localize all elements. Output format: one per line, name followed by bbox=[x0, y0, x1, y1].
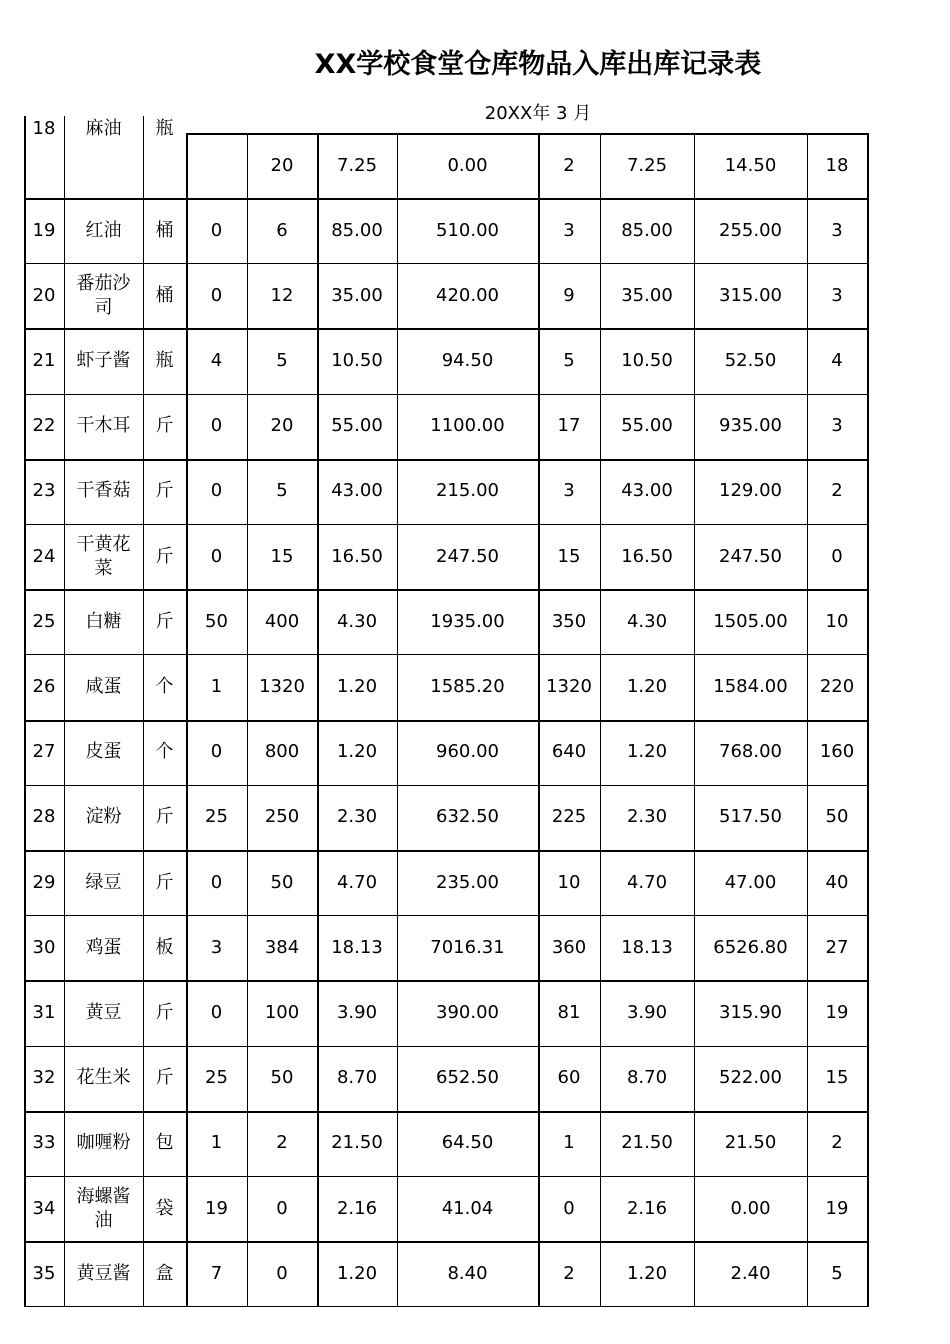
cell-out-amount: 21.50 bbox=[724, 1132, 777, 1154]
cell-unit: 个 bbox=[155, 741, 174, 763]
cell-in-qty: 15 bbox=[270, 545, 294, 567]
cell-balance-qty: 160 bbox=[819, 741, 855, 763]
cell-name: 咖喱粉 bbox=[76, 1132, 131, 1154]
cell-in-qty: 5 bbox=[276, 480, 288, 502]
cell-balance-qty: 220 bbox=[819, 675, 855, 697]
cell-in-amount: 510.00 bbox=[436, 219, 499, 241]
cell-in-amount: 1100.00 bbox=[430, 415, 505, 437]
grid-horizontal-line bbox=[24, 850, 869, 852]
cell-out-price: 8.70 bbox=[626, 1067, 668, 1089]
cell-name: 淀粉 bbox=[85, 806, 122, 828]
cell-out-qty: 2 bbox=[563, 155, 575, 176]
cell-in-price: 7.25 bbox=[336, 155, 378, 176]
grid-horizontal-line bbox=[24, 459, 869, 461]
cell-out-price: 4.70 bbox=[626, 871, 668, 893]
cell-balance-qty: 18 bbox=[825, 155, 849, 176]
cell-in-qty: 1320 bbox=[259, 675, 305, 697]
grid-horizontal-line bbox=[24, 654, 869, 655]
cell-out-amount: 522.00 bbox=[719, 1067, 782, 1089]
cell-in-price: 1.20 bbox=[336, 1262, 378, 1284]
cell-no: 19 bbox=[32, 219, 56, 241]
cell-balance-qty: 10 bbox=[825, 610, 849, 632]
cell-name: 红油 bbox=[85, 219, 122, 241]
cell-out-price: 1.20 bbox=[626, 1262, 668, 1284]
cell-in-amount: 0.00 bbox=[447, 155, 488, 176]
cell-in-price: 1.20 bbox=[336, 675, 378, 697]
cell-balance-qty: 2 bbox=[831, 1132, 843, 1154]
cell-in-price: 55.00 bbox=[331, 415, 383, 437]
cell-balance-qty: 3 bbox=[831, 219, 843, 241]
cell-out-qty: 640 bbox=[551, 741, 587, 763]
cell-in-amount: 41.04 bbox=[441, 1197, 494, 1219]
cell-out-amount: 1505.00 bbox=[713, 610, 788, 632]
cell-unit: 斤 bbox=[155, 415, 174, 437]
cell-no: 34 bbox=[32, 1197, 56, 1219]
cell-name: 虾子酱 bbox=[76, 349, 131, 371]
cell-opening-qty: 1 bbox=[210, 675, 223, 697]
cell-name: 黄豆酱 bbox=[76, 1262, 131, 1284]
cell-out-amount: 129.00 bbox=[719, 480, 782, 502]
cell-balance-qty: 19 bbox=[825, 1001, 849, 1023]
cell-in-qty: 2 bbox=[276, 1132, 288, 1154]
cell-name: 鸡蛋 bbox=[85, 936, 122, 958]
cell-balance-qty: 50 bbox=[825, 806, 849, 828]
cell-unit: 斤 bbox=[155, 871, 174, 893]
cell-unit: 斤 bbox=[155, 480, 174, 502]
cell-unit: 斤 bbox=[155, 610, 174, 632]
cell-name: 番茄沙 司 bbox=[76, 272, 131, 318]
cell-out-price: 10.50 bbox=[621, 349, 673, 371]
cell-in-price: 16.50 bbox=[331, 545, 383, 567]
cell-name: 皮蛋 bbox=[85, 741, 122, 763]
grid-horizontal-line bbox=[186, 133, 869, 135]
cell-in-qty: 12 bbox=[270, 284, 294, 306]
cell-out-qty: 3 bbox=[563, 219, 575, 241]
cell-in-qty: 6 bbox=[276, 219, 288, 241]
cell-out-amount: 247.50 bbox=[719, 545, 782, 567]
cell-name: 海螺酱 油 bbox=[76, 1185, 131, 1231]
grid-horizontal-line bbox=[24, 524, 869, 525]
grid-vertical-line bbox=[24, 116, 26, 1306]
cell-in-price: 43.00 bbox=[331, 480, 383, 502]
cell-in-amount: 632.50 bbox=[436, 806, 499, 828]
grid-horizontal-line bbox=[24, 589, 869, 591]
cell-out-qty: 60 bbox=[557, 1067, 581, 1089]
cell-out-price: 1.20 bbox=[626, 741, 668, 763]
cell-no: 22 bbox=[32, 415, 56, 437]
cell-unit: 盒 bbox=[155, 1262, 174, 1284]
grid-horizontal-line bbox=[24, 1046, 869, 1047]
cell-no: 20 bbox=[32, 284, 56, 306]
cell-unit: 瓶 bbox=[155, 349, 174, 371]
cell-out-price: 18.13 bbox=[621, 936, 673, 958]
cell-unit: 包 bbox=[155, 1132, 174, 1154]
grid-horizontal-line bbox=[24, 394, 869, 395]
grid-horizontal-line bbox=[24, 1176, 869, 1177]
grid-horizontal-line bbox=[24, 720, 869, 722]
cell-out-price: 55.00 bbox=[621, 415, 673, 437]
cell-unit: 袋 bbox=[155, 1197, 174, 1219]
grid-horizontal-line bbox=[24, 198, 869, 200]
cell-balance-qty: 3 bbox=[831, 284, 843, 306]
cell-out-amount: 6526.80 bbox=[713, 936, 788, 958]
cell-in-amount: 7016.31 bbox=[430, 936, 505, 958]
cell-name: 黄豆 bbox=[85, 1001, 122, 1023]
cell-in-qty: 50 bbox=[270, 1067, 294, 1089]
cell-opening-qty: 3 bbox=[210, 936, 223, 958]
cell-opening-qty: 50 bbox=[205, 610, 228, 632]
cell-in-price: 2.16 bbox=[336, 1197, 378, 1219]
cell-in-qty: 400 bbox=[264, 610, 300, 632]
cell-in-amount: 652.50 bbox=[436, 1067, 499, 1089]
cell-balance-qty: 15 bbox=[825, 1067, 849, 1089]
grid-horizontal-line bbox=[24, 1306, 869, 1307]
cell-name: 干黄花 菜 bbox=[76, 533, 131, 579]
cell-in-price: 85.00 bbox=[331, 219, 383, 241]
cell-in-amount: 1935.00 bbox=[430, 610, 505, 632]
cell-in-qty: 20 bbox=[270, 155, 294, 176]
grid-vertical-line bbox=[64, 116, 65, 1306]
cell-balance-qty: 3 bbox=[831, 415, 843, 437]
cell-in-price: 1.20 bbox=[336, 741, 378, 763]
cell-opening-qty: 0 bbox=[210, 415, 223, 437]
grid-horizontal-line bbox=[24, 1241, 869, 1243]
cell-out-amount: 315.00 bbox=[719, 284, 782, 306]
cell-out-qty: 3 bbox=[563, 480, 575, 502]
cell-unit: 斤 bbox=[155, 545, 174, 567]
cell-balance-qty: 4 bbox=[831, 349, 843, 371]
cell-out-qty: 225 bbox=[551, 806, 587, 828]
cell-balance-qty: 0 bbox=[831, 545, 843, 567]
cell-out-price: 85.00 bbox=[621, 219, 673, 241]
cell-name: 绿豆 bbox=[85, 871, 122, 893]
cell-in-qty: 50 bbox=[270, 871, 294, 893]
cell-unit: 斤 bbox=[155, 806, 174, 828]
cell-in-amount: 8.40 bbox=[447, 1262, 488, 1284]
cell-out-price: 3.90 bbox=[626, 1001, 668, 1023]
cell-in-price: 18.13 bbox=[331, 936, 383, 958]
cell-no: 31 bbox=[32, 1001, 56, 1023]
cell-name: 白糖 bbox=[85, 610, 122, 632]
cell-out-qty: 1 bbox=[563, 1132, 575, 1154]
cell-opening-qty: 0 bbox=[210, 1001, 223, 1023]
cell-out-amount: 1584.00 bbox=[713, 675, 788, 697]
cell-opening-qty: 0 bbox=[210, 284, 223, 306]
cell-in-price: 35.00 bbox=[331, 284, 383, 306]
cell-no: 23 bbox=[32, 480, 56, 502]
cell-out-price: 21.50 bbox=[621, 1132, 673, 1154]
cell-in-price: 8.70 bbox=[336, 1067, 378, 1089]
cell-balance-qty: 19 bbox=[825, 1197, 849, 1219]
cell-out-amount: 935.00 bbox=[719, 415, 782, 437]
cell-opening-qty: 25 bbox=[205, 806, 228, 828]
cell-no: 32 bbox=[32, 1067, 56, 1089]
cell-opening-qty: 0 bbox=[210, 741, 223, 763]
cell-in-qty: 800 bbox=[264, 741, 300, 763]
grid-vertical-line bbox=[143, 116, 144, 1306]
cell-out-price: 43.00 bbox=[621, 480, 673, 502]
cell-in-price: 21.50 bbox=[331, 1132, 383, 1154]
cell-name: 咸蛋 bbox=[85, 675, 122, 697]
cell-no: 26 bbox=[32, 675, 56, 697]
cell-name: 干香菇 bbox=[76, 480, 131, 502]
cell-no: 18 bbox=[32, 118, 56, 139]
cell-out-qty: 17 bbox=[557, 415, 581, 437]
cell-unit: 瓶 bbox=[155, 118, 174, 139]
cell-in-price: 3.90 bbox=[336, 1001, 378, 1023]
cell-name: 麻油 bbox=[85, 118, 122, 139]
cell-no: 35 bbox=[32, 1262, 56, 1284]
cell-out-price: 35.00 bbox=[621, 284, 673, 306]
cell-in-qty: 100 bbox=[264, 1001, 300, 1023]
grid-horizontal-line bbox=[24, 915, 869, 916]
cell-unit: 斤 bbox=[155, 1001, 174, 1023]
cell-in-qty: 0 bbox=[276, 1197, 288, 1219]
cell-name: 干木耳 bbox=[76, 415, 131, 437]
page-subtitle-month: 20XX年 3 月 bbox=[484, 103, 592, 124]
cell-out-qty: 1320 bbox=[546, 675, 592, 697]
cell-no: 21 bbox=[32, 349, 56, 371]
cell-balance-qty: 2 bbox=[831, 480, 843, 502]
cell-out-qty: 360 bbox=[551, 936, 587, 958]
cell-balance-qty: 27 bbox=[825, 936, 849, 958]
cell-no: 27 bbox=[32, 741, 56, 763]
cell-out-price: 1.20 bbox=[626, 675, 668, 697]
cell-in-amount: 64.50 bbox=[441, 1132, 494, 1154]
cell-in-qty: 0 bbox=[276, 1262, 288, 1284]
cell-in-qty: 5 bbox=[276, 349, 288, 371]
cell-in-price: 10.50 bbox=[331, 349, 383, 371]
cell-unit: 桶 bbox=[155, 219, 174, 241]
cell-unit: 桶 bbox=[155, 284, 174, 306]
cell-opening-qty: 7 bbox=[210, 1262, 223, 1284]
cell-opening-qty: 0 bbox=[210, 480, 223, 502]
cell-out-amount: 52.50 bbox=[724, 349, 777, 371]
cell-in-price: 4.30 bbox=[336, 610, 378, 632]
cell-name: 花生米 bbox=[76, 1067, 131, 1089]
cell-opening-qty: 25 bbox=[205, 1067, 228, 1089]
cell-opening-qty: 0 bbox=[210, 871, 223, 893]
cell-in-amount: 94.50 bbox=[441, 349, 494, 371]
cell-out-qty: 5 bbox=[563, 349, 575, 371]
cell-no: 25 bbox=[32, 610, 56, 632]
cell-out-qty: 15 bbox=[557, 545, 581, 567]
grid-horizontal-line bbox=[24, 785, 869, 786]
cell-out-qty: 81 bbox=[557, 1001, 581, 1023]
cell-no: 29 bbox=[32, 871, 56, 893]
cell-out-price: 2.30 bbox=[626, 806, 668, 828]
cell-opening-qty: 0 bbox=[210, 545, 223, 567]
cell-out-amount: 0.00 bbox=[730, 1197, 771, 1219]
cell-in-amount: 1585.20 bbox=[430, 675, 505, 697]
cell-unit: 斤 bbox=[155, 1067, 174, 1089]
cell-in-price: 4.70 bbox=[336, 871, 378, 893]
cell-opening-qty: 19 bbox=[205, 1197, 228, 1219]
cell-in-amount: 247.50 bbox=[436, 545, 499, 567]
cell-out-amount: 47.00 bbox=[724, 871, 777, 893]
cell-out-amount: 255.00 bbox=[719, 219, 782, 241]
cell-in-amount: 390.00 bbox=[436, 1001, 499, 1023]
page-title: XX学校食堂仓库物品入库出库记录表 bbox=[314, 49, 762, 80]
cell-in-amount: 215.00 bbox=[436, 480, 499, 502]
grid-horizontal-line bbox=[24, 980, 869, 982]
cell-out-price: 2.16 bbox=[626, 1197, 668, 1219]
cell-out-qty: 350 bbox=[551, 610, 587, 632]
cell-out-amount: 315.90 bbox=[719, 1001, 782, 1023]
cell-opening-qty: 0 bbox=[210, 219, 223, 241]
cell-in-qty: 384 bbox=[264, 936, 300, 958]
cell-balance-qty: 5 bbox=[831, 1262, 843, 1284]
cell-unit: 个 bbox=[155, 675, 174, 697]
cell-out-price: 4.30 bbox=[626, 610, 668, 632]
cell-balance-qty: 40 bbox=[825, 871, 849, 893]
cell-out-price: 7.25 bbox=[626, 155, 668, 176]
cell-no: 24 bbox=[32, 545, 56, 567]
cell-out-amount: 517.50 bbox=[719, 806, 782, 828]
cell-out-amount: 2.40 bbox=[730, 1262, 771, 1284]
cell-opening-qty: 4 bbox=[210, 349, 223, 371]
cell-out-qty: 0 bbox=[563, 1197, 575, 1219]
cell-out-qty: 9 bbox=[563, 284, 575, 306]
grid-horizontal-line bbox=[24, 1111, 869, 1113]
cell-in-amount: 235.00 bbox=[436, 871, 499, 893]
cell-opening-qty bbox=[186, 134, 247, 198]
cell-out-price: 16.50 bbox=[621, 545, 673, 567]
cell-out-qty: 10 bbox=[557, 871, 581, 893]
grid-horizontal-line bbox=[24, 328, 869, 330]
cell-unit: 板 bbox=[155, 936, 174, 958]
cell-no: 30 bbox=[32, 936, 56, 958]
cell-no: 28 bbox=[32, 806, 56, 828]
cell-no: 33 bbox=[32, 1132, 56, 1154]
cell-in-amount: 960.00 bbox=[436, 741, 499, 763]
grid-horizontal-line bbox=[24, 263, 869, 264]
cell-in-amount: 420.00 bbox=[436, 284, 499, 306]
cell-out-amount: 14.50 bbox=[724, 155, 777, 176]
cell-in-price: 2.30 bbox=[336, 806, 378, 828]
cell-out-qty: 2 bbox=[563, 1262, 575, 1284]
cell-in-qty: 250 bbox=[264, 806, 300, 828]
cell-in-qty: 20 bbox=[270, 415, 294, 437]
cell-opening-qty: 1 bbox=[210, 1132, 223, 1154]
cell-out-amount: 768.00 bbox=[719, 741, 782, 763]
